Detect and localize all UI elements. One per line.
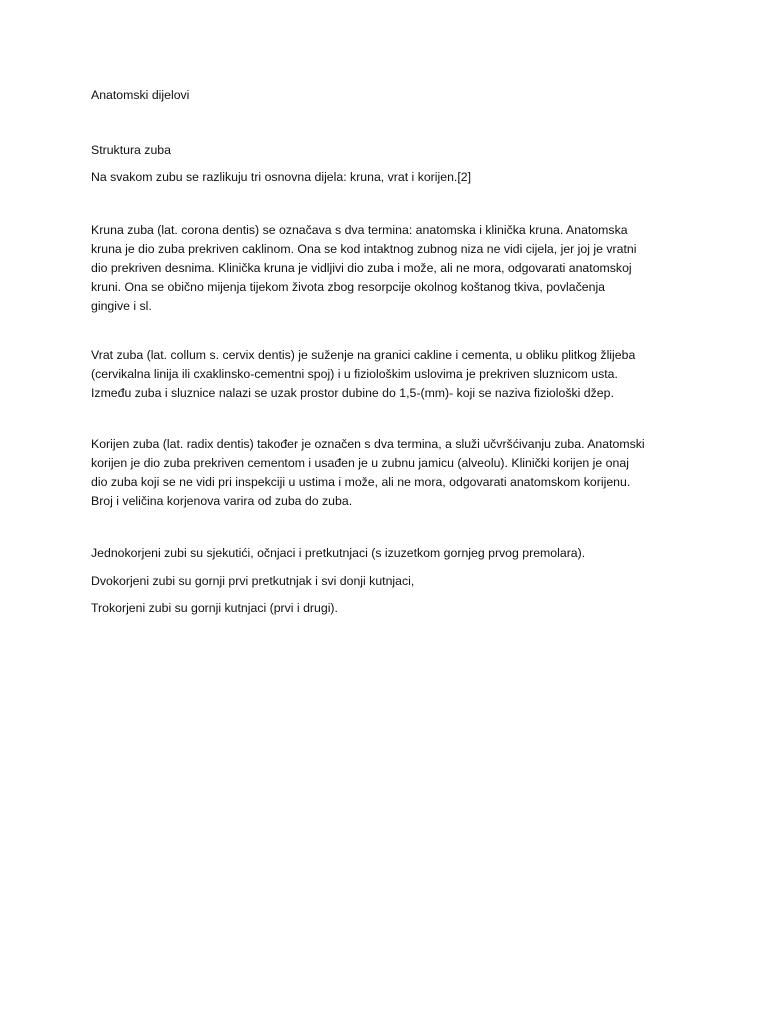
paragraph-line: Kruna zuba (lat. corona dentis) se označava s dva termina: anatomska i klinička kruna. Anatomska [91, 223, 628, 237]
paragraph-line: gingive i sl. [91, 299, 152, 313]
intro-paragraph: Na svakom zubu se razlikuju tri osnovna dijela: kruna, vrat i korijen.[2] [91, 170, 472, 184]
paragraph-line: Broj i veličina korjenova varira od zuba do zuba. [91, 494, 353, 508]
document-heading: Anatomski dijelovi [91, 88, 190, 102]
section-title: Struktura zuba [91, 143, 171, 157]
crown-paragraph [91, 221, 636, 316]
paragraph-line: (cervikalna linija ili cxaklinsko-cementni spoj) i u fiziološkim uslovima je prekriven sluznicom usta. [91, 367, 618, 381]
neck-paragraph [91, 346, 635, 403]
double-root-teeth: Dvokorjeni zubi su gornji prvi pretkutnjak i svi donji kutnjaci, [91, 574, 415, 588]
paragraph-line: kruni. Ona se obično mijenja tijekom života zbog resorpcije okolnog koštanog tkiva, povlačenja [91, 280, 606, 294]
paragraph-line: Korijen zuba (lat. radix dentis) također je označen s dva termina, a služi učvršćivanju zuba. Anatomski [91, 437, 645, 451]
paragraph-line: Između zuba i sluznice nalazi se uzak prostor dubine do 1,5-(mm)- koji se naziva fiziološki džep. [91, 386, 614, 400]
paragraph-line: kruna je dio zuba prekriven caklinom. Ona se kod intaktnog zubnog niza ne vidi cijela, jer joj je vratni [91, 242, 637, 256]
triple-root-teeth: Trokorjeni zubi su gornji kutnjaci (prvi i drugi). [91, 601, 338, 615]
single-root-teeth: Jednokorjeni zubi su sjekutići, očnjaci i pretkutnjaci (s izuzetkom gornjeg prvog premolara). [91, 546, 586, 560]
paragraph-line: dio zuba koji se ne vidi pri inspekciji u ustima i može, ali ne mora, odgovarati anatomskom korijenu. [91, 475, 631, 489]
paragraph-line: korijen je dio zuba prekriven cementom i usađen je u zubnu jamicu (alveolu). Klinički korijen je onaj [91, 456, 629, 470]
root-paragraph [91, 435, 645, 511]
paragraph-line: Vrat zuba (lat. collum s. cervix dentis) je suženje na granici cakline i cementa, u obliku plitkog žlijeba [91, 348, 636, 362]
paragraph-line: dio prekriven desnima. Klinička kruna je vidljivi dio zuba i može, ali ne mora, odgovarati anatomskoj [91, 261, 632, 275]
